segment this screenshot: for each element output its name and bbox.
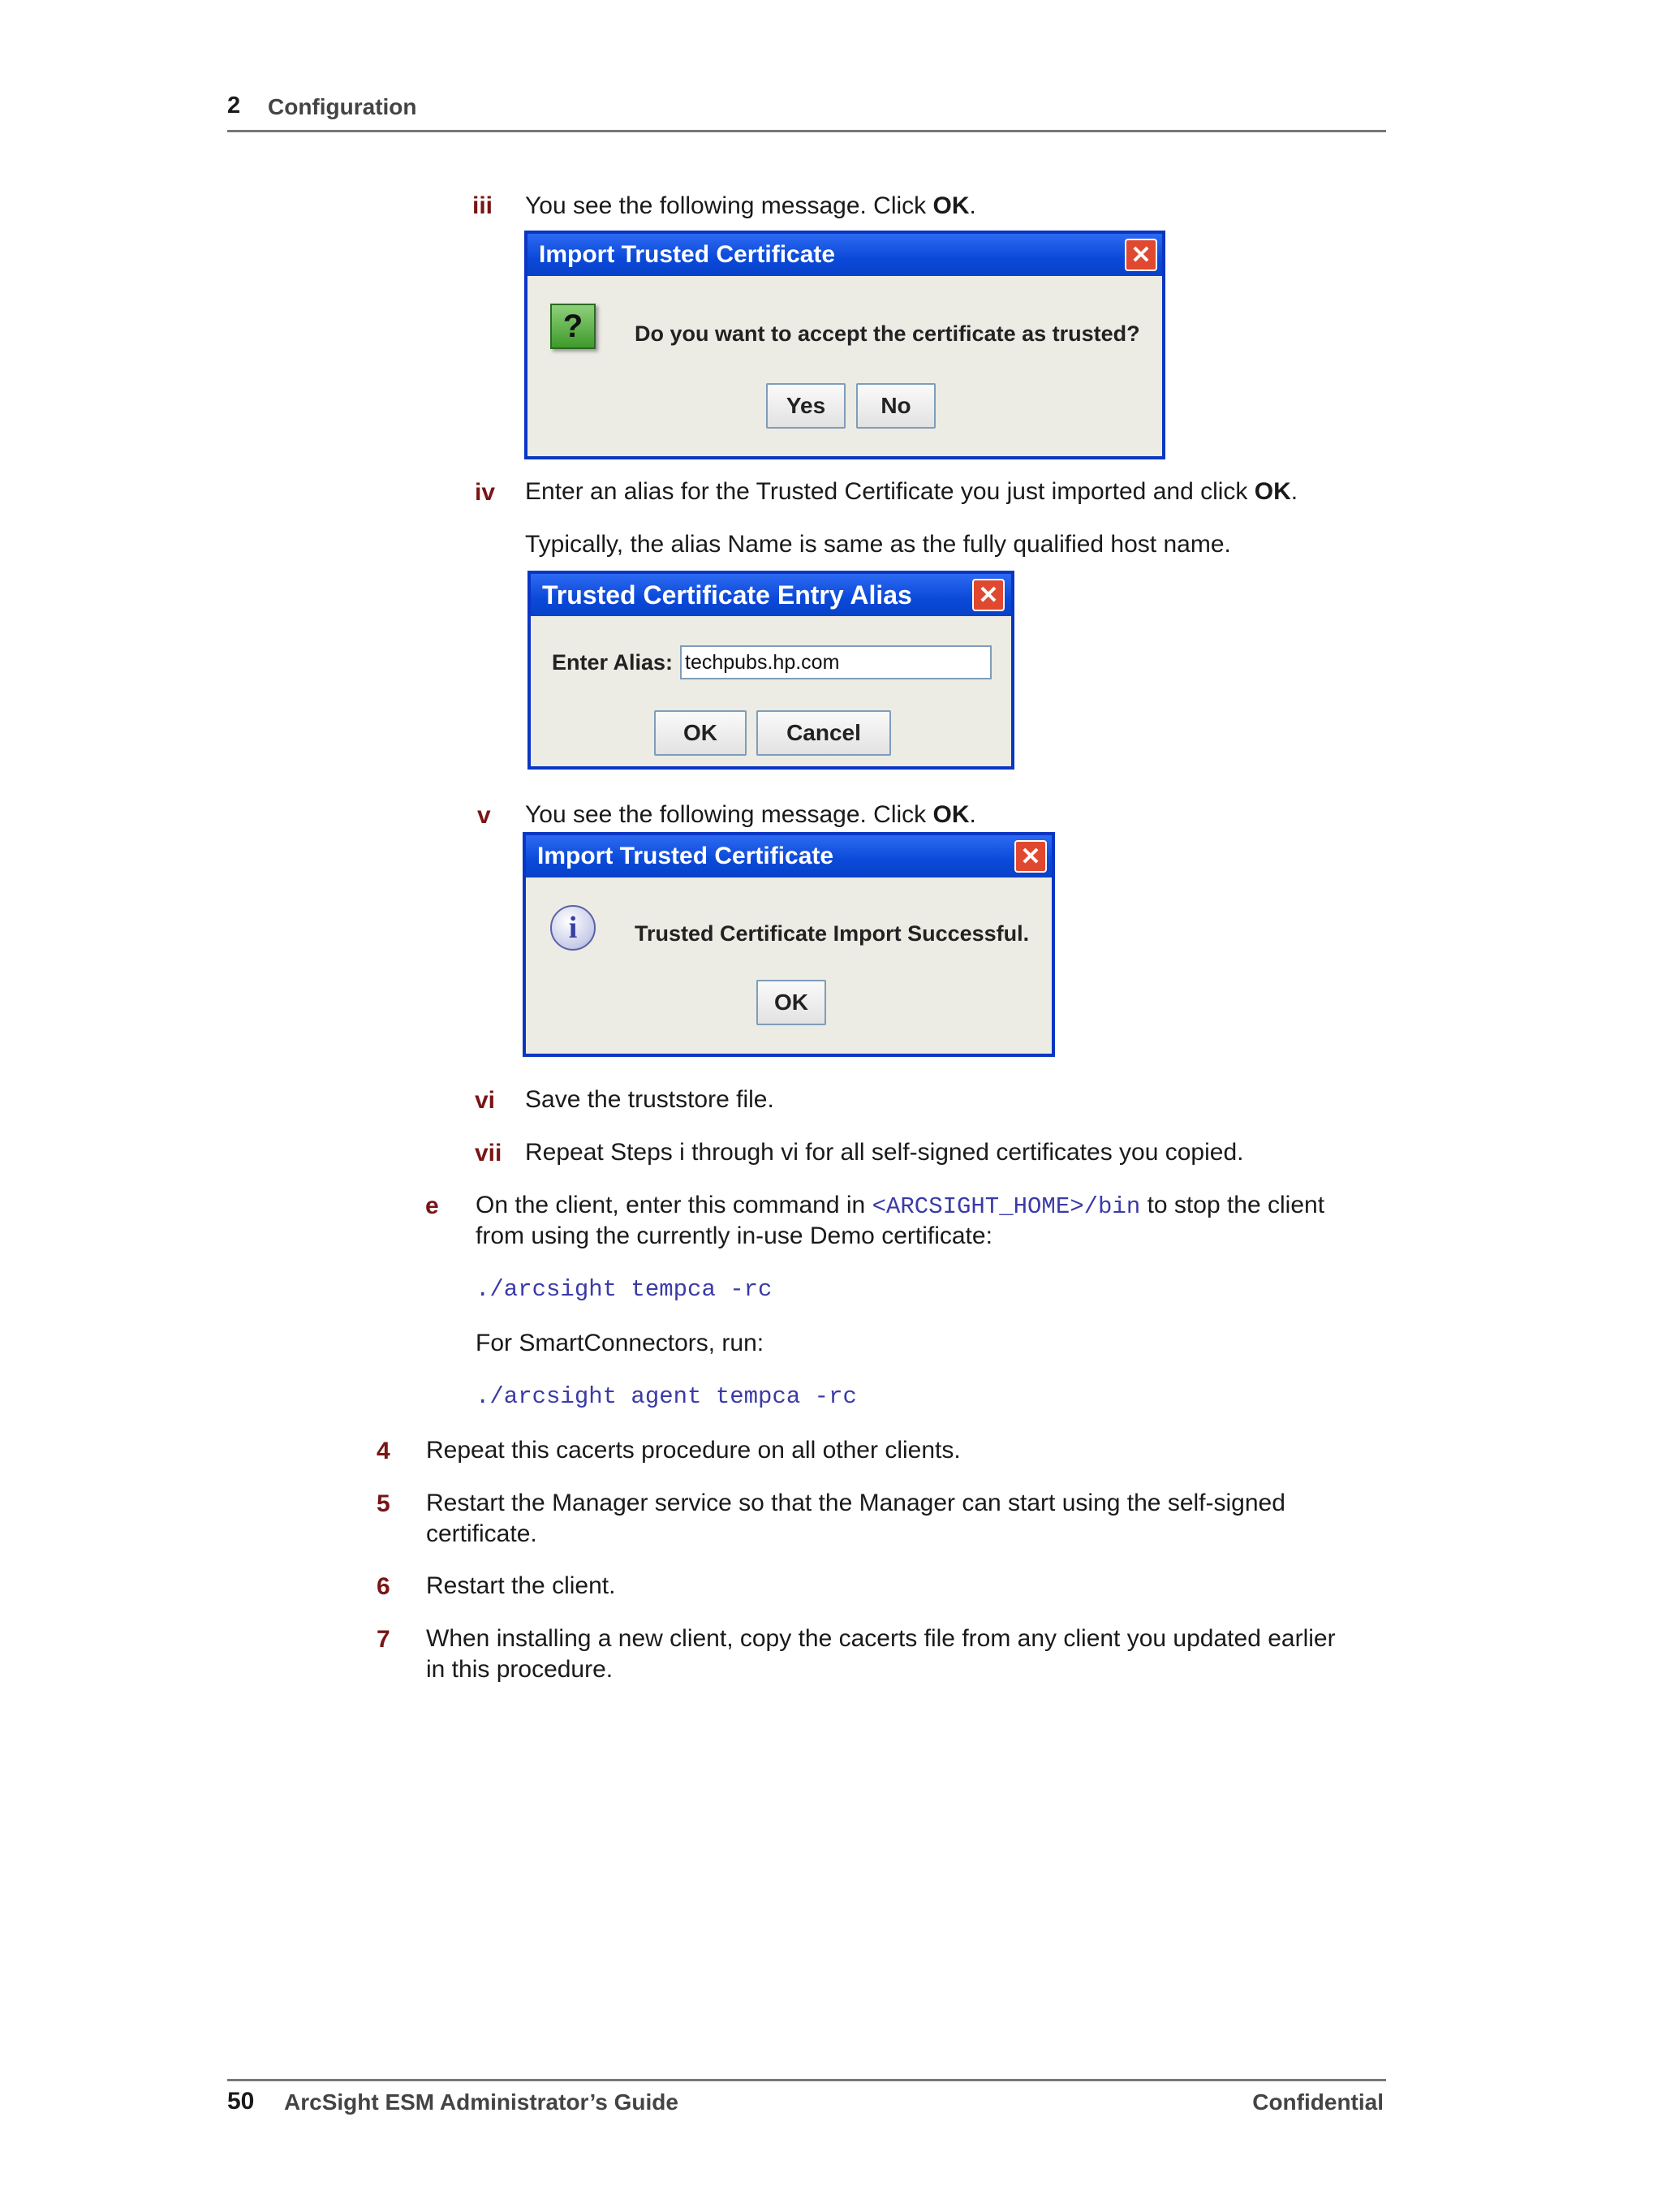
step-iv-text: Enter an alias for the Trusted Certificate you just imported and click OK.: [525, 478, 1298, 505]
smartconnectors-label: For SmartConnectors, run:: [476, 1330, 764, 1356]
alias-input[interactable]: techpubs.hp.com: [680, 645, 992, 679]
import-success-dialog: [523, 832, 1055, 1057]
dialog-message: Do you want to accept the certificate as trusted?: [635, 321, 1140, 346]
cancel-button[interactable]: Cancel: [756, 710, 891, 756]
step-marker-e: e: [425, 1192, 439, 1219]
alias-dialog: [527, 571, 1014, 770]
step-v-text: You see the following message. Click OK.: [525, 801, 976, 828]
dialog-title-bar: Import Trusted Certificate: [527, 234, 1162, 276]
close-icon[interactable]: ✕: [1014, 840, 1047, 873]
command-agent-tempca: ./arcsight agent tempca -rc: [476, 1383, 857, 1410]
close-icon[interactable]: ✕: [1125, 239, 1157, 271]
step-iv-note: Typically, the alias Name is same as the fully qualified host name.: [525, 531, 1231, 558]
no-button[interactable]: No: [856, 383, 936, 429]
import-certificate-dialog: [524, 231, 1165, 459]
page-number: 50: [227, 2088, 255, 2115]
alias-label: Enter Alias:: [552, 650, 674, 675]
step-marker-iv: iv: [475, 479, 496, 506]
dialog-title-bar: Import Trusted Certificate: [526, 835, 1052, 877]
step-5-text-line2: certificate.: [426, 1520, 537, 1547]
step-marker-v: v: [477, 802, 491, 829]
step-marker-vii: vii: [475, 1140, 502, 1166]
chapter-title: Configuration: [268, 94, 417, 119]
dialog-message: Trusted Certificate Import Successful.: [635, 921, 1030, 946]
question-icon: ?: [550, 304, 596, 349]
step-marker-6: 6: [377, 1573, 390, 1600]
command-tempca: ./arcsight tempca -rc: [476, 1276, 773, 1303]
close-icon[interactable]: ✕: [972, 579, 1005, 611]
step-4-text: Repeat this cacerts procedure on all other clients.: [426, 1437, 961, 1464]
step-marker-iii: iii: [472, 192, 493, 219]
step-marker-5: 5: [377, 1490, 390, 1517]
confidential-label: Confidential: [1252, 2089, 1384, 2115]
header-rule: [227, 130, 1386, 132]
step-marker-4: 4: [377, 1438, 390, 1464]
info-icon: i: [550, 905, 596, 951]
guide-title: ArcSight ESM Administrator’s Guide: [284, 2089, 678, 2115]
dialog-title-bar: Trusted Certificate Entry Alias: [531, 574, 1011, 616]
footer-rule: [227, 2079, 1386, 2081]
step-marker-7: 7: [377, 1626, 390, 1653]
step-vi-text: Save the truststore file.: [525, 1086, 774, 1113]
arcsight-home-path: <ARCSIGHT_HOME>/bin: [872, 1193, 1141, 1220]
step-e-text: On the client, enter this command in <ARCSIGHT_HOME>/bin to stop the client: [476, 1192, 1325, 1220]
step-marker-vi: vi: [475, 1087, 496, 1114]
step-iii-text: You see the following message. Click OK.: [525, 192, 976, 219]
step-e-text-line2: from using the currently in-use Demo certificate:: [476, 1222, 992, 1249]
step-7-text-line2: in this procedure.: [426, 1656, 614, 1683]
yes-button[interactable]: Yes: [766, 383, 846, 429]
ok-button[interactable]: OK: [654, 710, 747, 756]
step-vii-text: Repeat Steps i through vi for all self-signed certificates you copied.: [525, 1139, 1244, 1166]
step-5-text: Restart the Manager service so that the Manager can start using the self-signed: [426, 1490, 1285, 1516]
step-6-text: Restart the client.: [426, 1572, 616, 1599]
step-7-text: When installing a new client, copy the cacerts file from any client you updated earlier: [426, 1625, 1336, 1652]
ok-button[interactable]: OK: [756, 980, 826, 1025]
chapter-number: 2: [227, 93, 241, 119]
